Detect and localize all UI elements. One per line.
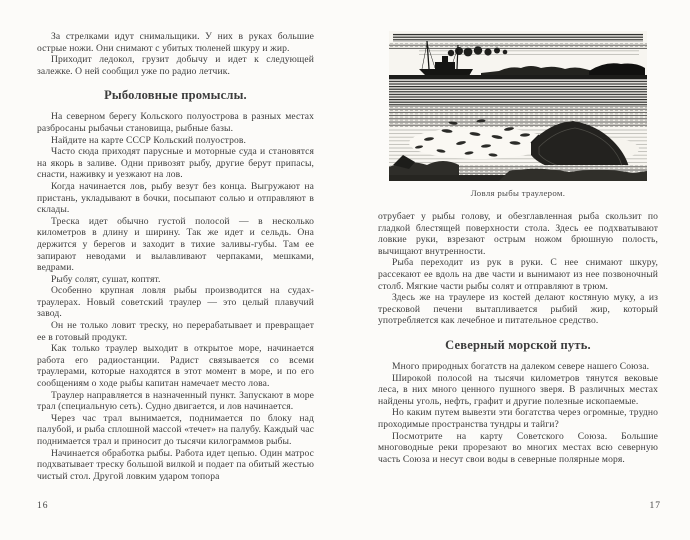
paragraph: Через час трал вынимается, поднимается по блоку над палубой, и рыба сплошной массой «течет» на палубу. Каждый час поднимается трал и приносит до тысячи килограммов рыбы. [37,412,314,447]
right-page [378,31,658,465]
paragraph: Много природных богатств на далеком севере нашего Союза. [392,360,650,372]
upper-water-hatching [389,79,647,105]
paragraph: За стрелками идут снимальщики. У них в руках большие острые ножи. Они снимают с убитых тюленей шкуру и жир. [37,31,314,54]
paragraph: отрубает у рыбы голову, и обезглавленная рыба скользит по гладкой блестящей поверхности стола. Здесь ее подхватывают ловкие руки, взрезают острым ножом брюшную полость, вычищают внутренности. [378,211,658,257]
light-patch [409,127,549,159]
paragraph: Как только траулер выходит в открытое море, начинается работа его радиостанции. Радист связывается со всеми траулерами, которые находятся в этот момент в море, и по его сообщениям о ходе рыбы капитан намечает место лова. [37,343,314,390]
section-heading-northern-sea-route: Северный морской путь. [445,337,591,352]
paragraph: Рыбу солят, сушат, коптят. [51,273,161,285]
paragraph: Начинается обработка рыбы. Работа идет цепью. Один матрос подхватывает треску большой вилкой и подает па обитый жестью чистый стол. Другой ловким ударом топора [37,447,314,482]
paragraph: Здесь же на траулере из костей делают костяную муку, а из тресковой печени вытапливается рыбий жир, который употребляется как лечебное и питательное средство. [378,292,658,327]
mid-water-hatching [389,105,647,127]
paragraph: Широкой полосой на тысячи километров тянутся вековые леса, в них много ценного пушного зверя. В различных местах найдены уголь, нефть, графит и другие полезные ископаемые. [378,372,658,407]
paragraph: Он не только ловит треску, но перерабатывает и превращает ее в готовый продукт. [37,320,314,343]
trawler-illustration-figure [378,31,658,198]
paragraph: Траулер направляется в назначенный пункт. Запускают в море трал (специальную сеть). Судно двигается, и лов начинается. [37,389,314,413]
left-page [37,31,314,482]
paragraph: Треска идет обычно густой полосой — в несколько километров в длину и ширину. Так же идет и сельдь. Она держится у берегов и заходит в тихие заливы-губы. Там ее запирают неводами и вылавливают черпаками, мешками, ведрами. [37,215,314,274]
page-number-left: 16 [37,501,49,511]
paragraph: Посмотрите на карту Советского Союза. Большие многоводные реки прорезают во многих местах всю северную часть Союза и несут свои воды в северные полярные моря. [378,430,658,465]
paragraph: Часто сюда приходят парусные и моторные суда и становятся на якорь в заливе. Одни привозят рыбу, другие берут припасы, снасти, наживку и уезжают на лов. [37,146,314,181]
paragraph: Найдите на карте СССР Кольский полуостров. [51,134,247,146]
page-number-right: 17 [649,501,661,511]
paragraph: Особенно крупная ловля рыбы производится на судах-траулерах. Новый советский траулер — это целый плавучий завод. [37,285,314,320]
paragraph: Но каким путем вывезти эти богатства через огромные, трудно проходимые пространства тундры и тайги? [378,407,658,430]
paragraph: Рыба переходит из рук в руки. С нее снимают шкуру, рассекают ее вдоль на две части и вынимают из нее позвоночный столб. Мягкие части рыбы солят и отправляют в трюм. [378,257,658,292]
paragraph: Приходит ледокол, грузит добычу и идет к следующей залежке. О ней сообщил уже по радио летчик. [37,54,314,77]
illustration-caption: Ловля рыбы траулером. [470,188,566,198]
paragraph: Когда начинается лов, рыбу везут без конца. Выгружают на пристань, укладывают в бочки, посыпают солью и отправляют в склады. [37,180,314,216]
trawler-illustration [389,31,647,181]
sea-surface-band [389,75,647,79]
section-heading-fishing-industry: Рыболовные промыслы. [104,88,247,103]
paragraph: На северном берегу Кольского полуострова в разных местах разбросаны рыбачьи становища, рыбные базы. [37,111,314,134]
